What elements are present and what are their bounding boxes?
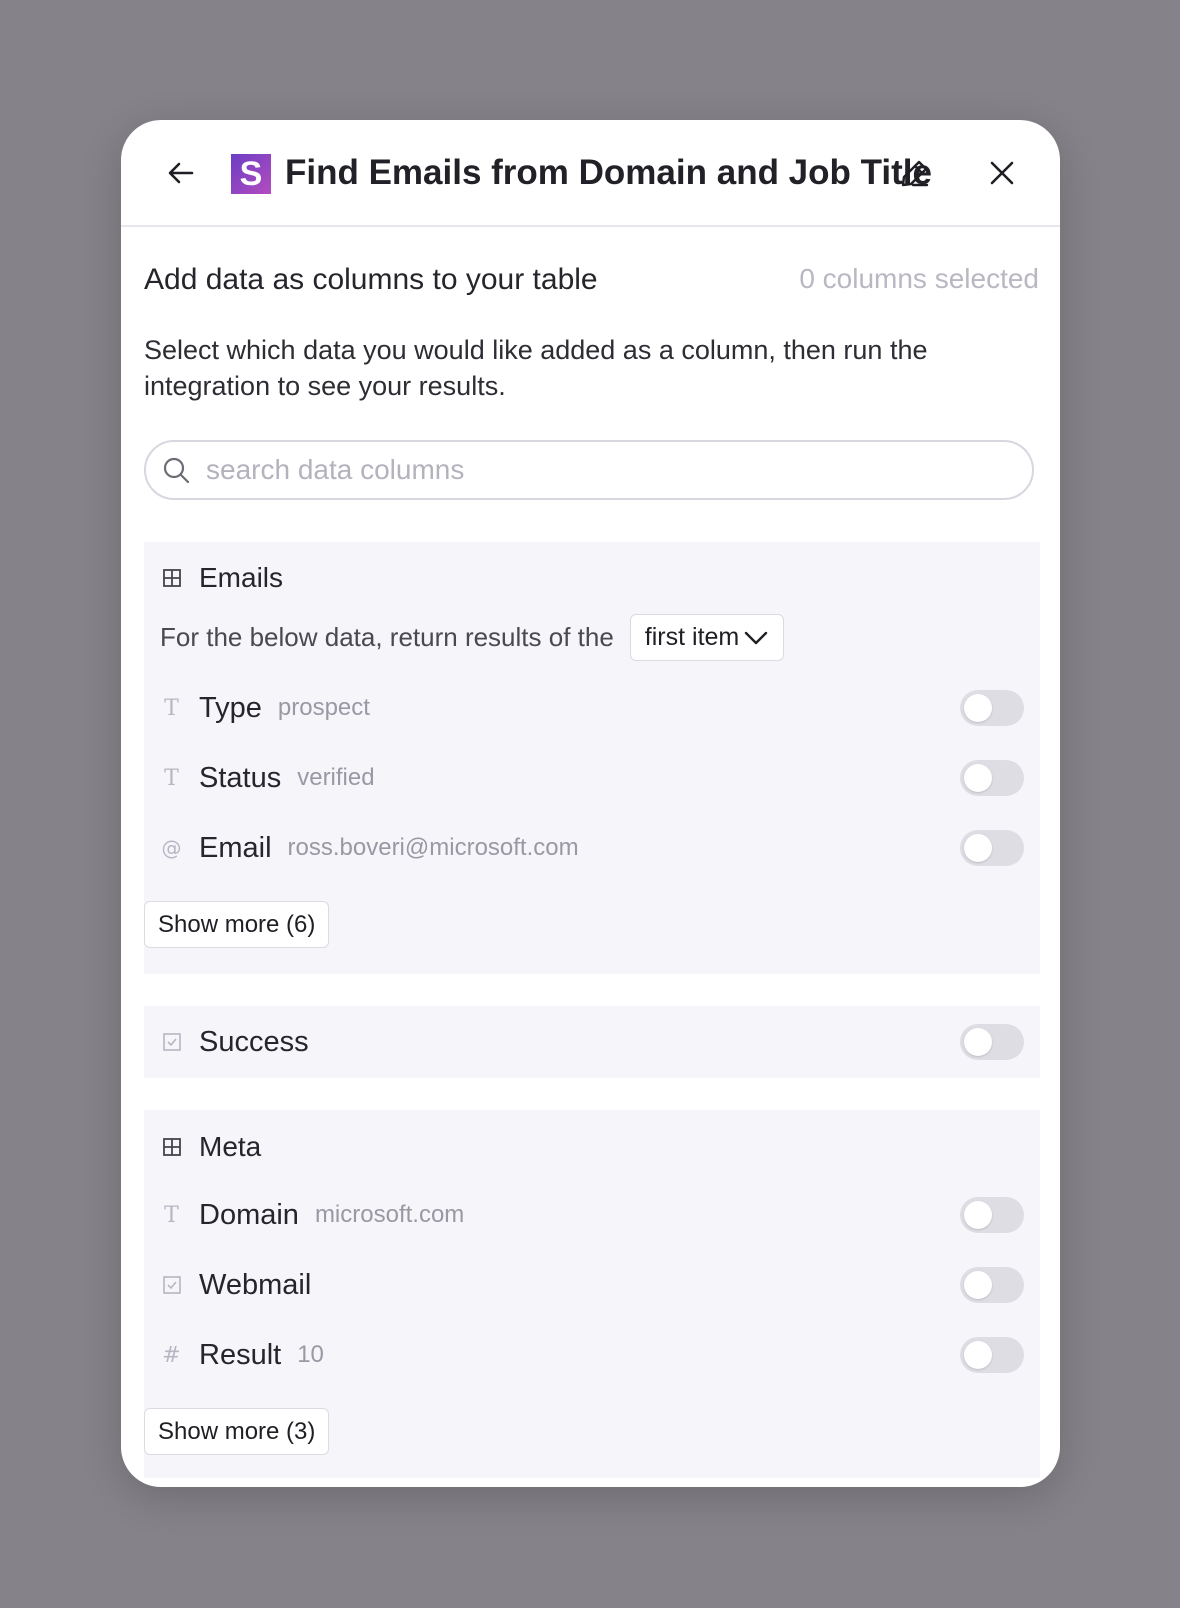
table-icon xyxy=(162,1137,182,1157)
column-sample: prospect xyxy=(277,694,370,721)
description-text: Select which data you would like added as a column, then run the integration to see your results. xyxy=(144,335,928,401)
column-sample: 10 xyxy=(297,1341,324,1368)
column-toggle-success[interactable] xyxy=(960,1024,1024,1060)
result-item-value: first item xyxy=(644,623,740,651)
search-icon xyxy=(162,456,190,484)
modal-header xyxy=(121,120,1060,227)
column-row-success xyxy=(144,1016,1040,1068)
edit-button[interactable] xyxy=(890,148,940,198)
section-heading: Add data as columns to your table xyxy=(144,263,598,296)
modal-title: Find Emails from Domain and Job Title xyxy=(285,153,932,192)
column-toggle-type[interactable] xyxy=(960,690,1024,726)
column-sample: microsoft.com xyxy=(314,1201,465,1228)
enrichment-modal xyxy=(121,120,1060,1487)
column-toggle-domain[interactable] xyxy=(960,1197,1024,1233)
emails-title: Emails xyxy=(199,562,284,593)
column-label: Email xyxy=(199,831,272,864)
table-icon xyxy=(162,568,182,588)
search-box[interactable] xyxy=(144,440,1034,500)
column-row-email xyxy=(144,822,1040,874)
column-toggle-result[interactable] xyxy=(960,1337,1024,1373)
column-row-result xyxy=(144,1329,1040,1381)
text-type-icon: T xyxy=(164,695,179,721)
column-label: Domain xyxy=(199,1198,299,1231)
column-toggle-webmail[interactable] xyxy=(960,1267,1024,1303)
return-row xyxy=(160,614,784,661)
column-row-webmail xyxy=(144,1259,1040,1311)
chevron-down-icon xyxy=(743,625,769,651)
success-section xyxy=(144,1006,1040,1078)
search-input[interactable] xyxy=(206,454,1032,486)
pencil-icon xyxy=(899,157,931,189)
meta-title: Meta xyxy=(199,1131,262,1162)
return-text: For the below data, return results of the xyxy=(160,622,614,652)
column-row-status xyxy=(144,752,1040,804)
column-label: Status xyxy=(199,761,282,794)
show-more-meta-button[interactable]: Show more (3) xyxy=(144,1408,329,1455)
result-item-select[interactable] xyxy=(630,614,784,661)
checkbox-icon xyxy=(162,1275,182,1295)
column-label: Type xyxy=(199,691,262,724)
selected-count: 0 columns selected xyxy=(799,263,1039,294)
back-button[interactable] xyxy=(156,148,206,198)
at-icon: @ xyxy=(161,836,182,860)
column-label: Result xyxy=(199,1338,282,1371)
close-icon xyxy=(988,159,1016,187)
column-toggle-status[interactable] xyxy=(960,760,1024,796)
column-row-type xyxy=(144,682,1040,734)
hash-icon: # xyxy=(162,1342,181,1368)
integration-logo: S xyxy=(231,154,271,194)
arrow-left-icon xyxy=(166,158,196,188)
checkbox-icon xyxy=(162,1032,182,1052)
column-sample: ross.boveri@microsoft.com xyxy=(287,834,579,861)
meta-section xyxy=(144,1110,1040,1478)
text-type-icon: T xyxy=(164,1202,179,1228)
close-button[interactable] xyxy=(977,148,1027,198)
column-label: Success xyxy=(199,1025,309,1058)
column-label: Webmail xyxy=(199,1268,312,1301)
show-more-emails-button[interactable]: Show more (6) xyxy=(144,901,329,948)
column-row-domain xyxy=(144,1189,1040,1241)
column-sample: verified xyxy=(297,764,375,791)
emails-section xyxy=(144,542,1040,974)
modal-body xyxy=(121,227,1060,1478)
column-toggle-email[interactable] xyxy=(960,830,1024,866)
text-type-icon: T xyxy=(164,765,179,791)
